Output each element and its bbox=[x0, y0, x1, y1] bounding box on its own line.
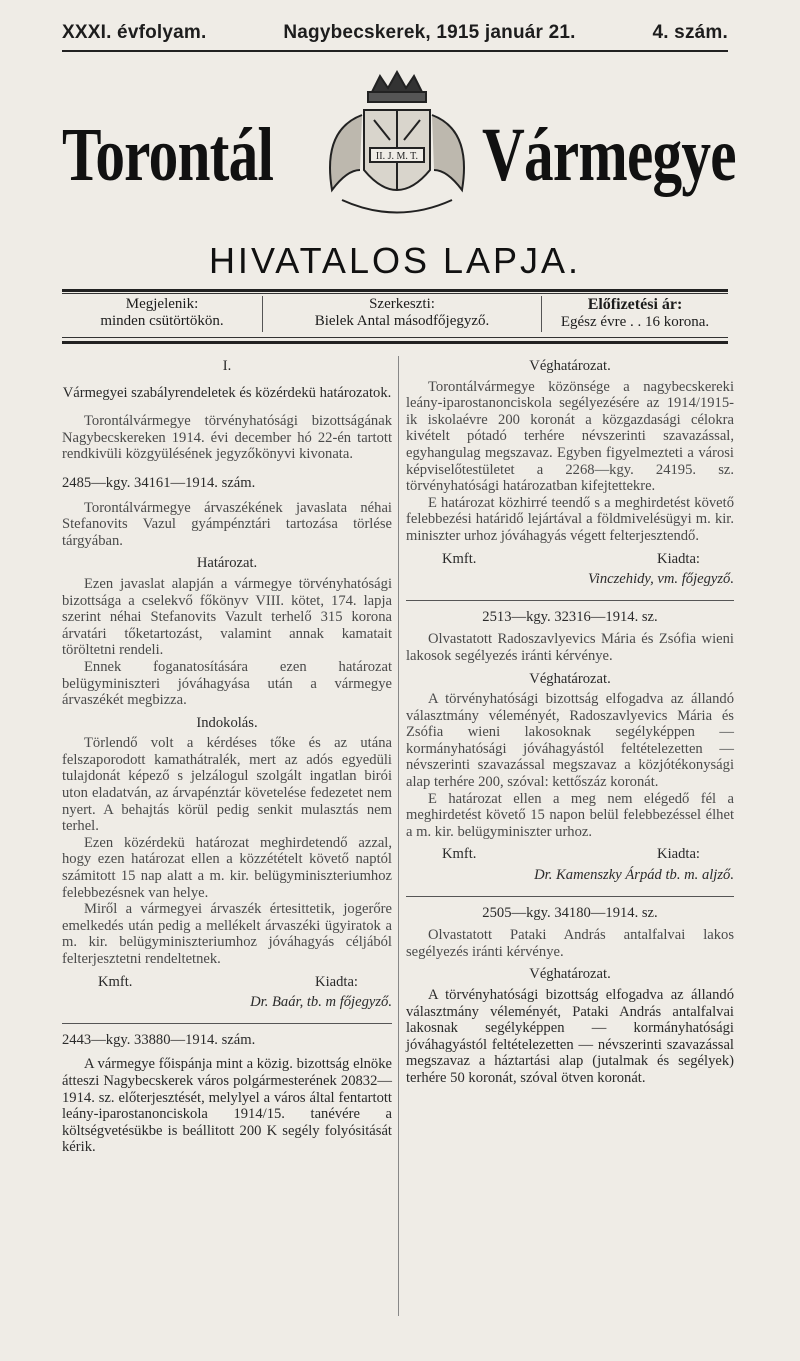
price-label: Előfizetési ár: bbox=[587, 296, 683, 313]
price-value: Egész évre . . 16 korona. bbox=[560, 314, 710, 330]
r1-kmft-row bbox=[406, 551, 734, 568]
r1-signature: Vinczehidy, vm. főjegyző. bbox=[587, 571, 734, 588]
appears-value: minden csütörtökön. bbox=[100, 313, 224, 329]
r3-heading: Véghatározat. bbox=[529, 966, 611, 983]
place-date: Nagybecskerek, 1915 január 21. bbox=[283, 22, 576, 43]
top-header-line bbox=[62, 22, 728, 44]
article-1-number: 2485—kgy. 34161—1914. szám. bbox=[62, 474, 256, 491]
editor-label: Szerkeszti: bbox=[369, 296, 435, 312]
r2-p2: E határozat ellen a meg nem elégedő fél a meghirdetést követő 15 napon belül felebbezéssel élhet a m. kir. belügyminiszter urhoz. bbox=[406, 790, 734, 840]
article-2-p1: A vármegye főispánja mint a közig. bizottság elnöke átteszi Nagybecskerek város polgármesterének 20832—1914. sz. előterjesztését, melylyel a város által fentartott leány-iparostanonciskola 1914/15. tanévére a költségvetésükbe is beállitott 200 K segély folyósitását kérik. bbox=[62, 1056, 392, 1156]
column-separator bbox=[398, 356, 399, 1316]
r1-p1: Torontálvármegye közönsége a nagybecskereki leány-iparostanonciskola segélyezésére az 1914/1915-ik iskolaévre 200 koronát a közgazdasági célokra kivételt pótadó terhére névszerinti szavazással, egyhangulag megszavaz. Egyben figyelmezteti a városi képviselőtestületet a 2268—kgy. 24195. sz. törvényhatósági határozatban kifejtettekre. bbox=[406, 378, 734, 495]
r2-kiadta: Kiadta: bbox=[657, 846, 700, 863]
article-1-kmft-row bbox=[62, 974, 392, 991]
info-box bbox=[62, 296, 728, 332]
editor-value: Bielek Antal másodfőjegyző. bbox=[314, 313, 490, 329]
r2-divider bbox=[406, 896, 734, 897]
coat-of-arms-icon bbox=[302, 70, 492, 230]
r2-heading: Véghatározat. bbox=[529, 670, 611, 687]
appears-cell bbox=[62, 296, 262, 332]
article-1-kiadta: Kiadta: bbox=[315, 973, 358, 990]
article-1-kmft: Kmft. bbox=[98, 973, 133, 990]
r3-p1: A törvényhatósági bizottság elfogadva az állandó választmány véleményét, Pataki András antalfalvai lakosnak segélyképpen — kormányhatósági jóváhagyástól feltételezetten — névszerinti szavazással megszavaz a háztartási alap (jutalmak és segélyek) terhére 50 koronát, szóval ötven koronát. bbox=[406, 987, 734, 1086]
subtitle: HIVATALOS LAPJA. bbox=[208, 240, 582, 281]
article-1-heading: Határozat. bbox=[196, 555, 258, 572]
r2-subject: Olvastatott Radoszavlyevics Mária és Zsófia wieni lakosok segélyezés iránti kérvénye. bbox=[406, 631, 734, 664]
r1-p2: E határozat közhirré teendő s a meghirdetést követő felebbezési határidő lejártával a földmivelésügyi m. kir. miniszter urhoz jóváhagyás végett felterjesztendő. bbox=[406, 494, 734, 544]
r1-kmft: Kmft. bbox=[442, 550, 477, 567]
article-1-p5: Miről a vármegyei árvaszék értesittetik, jogerőre emelkedés után pedig a mellékelt árvaszéki ügyiratok a m. kir. belügyminiszteriumhoz jóváhagyás céljából felterjesztetni rendeltetnek. bbox=[62, 901, 392, 967]
r2-p1: A törvényhatósági bizottság elfogadva az állandó választmány véleményét, Radoszavlyevics Mária és Zsófia wieni lakosoknak segélyképpen — kormányhatósági jóváhagyástól feltételezetten — névszerinti szavazással megszavaz a közjótékonysági alap terhére 200, szóval: kettőszáz koronát. bbox=[406, 691, 734, 791]
article-1-p3: Törlendő volt a kérdéses tőke és az utána felszaporodott kamathátralék, mert az adós egyedüli tulajdonát képező s jelzálogul szolgált ingatlan birói uton eladatván, az árvapénztár követelése fedezetet nem nyert. A behajtás körül pedig senkit mulasztás nem terhel. bbox=[62, 735, 392, 835]
appears-label: Megjelenik: bbox=[125, 296, 199, 312]
article-1-p4: Ezen közérdekü határozat meghirdetendő azzal, hogy ezen határozat ellen a közzétételt követő naptól számitott 15 nap alatt a m. kir. belügyminiszteriumhoz felebbezésnek van helye. bbox=[62, 834, 392, 901]
r3-number: 2505—kgy. 34180—1914. sz. bbox=[482, 904, 658, 921]
article-1-p1: Ezen javaslat alapján a vármegye törvényhatósági bizottsága a cselekvő főkönyv VIII. kötet, 174. lapja szerint néhai Stefanovits Vazult terhelő 315 korona árvatári tőketartozást, valamint annak kamatait töröltetni rendeli. bbox=[62, 575, 392, 659]
volume-label: XXXI. évfolyam. bbox=[62, 22, 207, 43]
r1-divider bbox=[406, 600, 734, 601]
intro-paragraph: Torontálvármegye törvényhatósági bizottságának Nagybecskereken 1914. évi december hó 22-én tartott rendkivüli közgyülésének jegyzőkönyvi kivonata. bbox=[62, 413, 392, 463]
info-rule-top-thin bbox=[62, 293, 728, 294]
price-cell bbox=[542, 296, 728, 332]
r2-signature: Dr. Kamenszky Árpád tb. m. aljző. bbox=[534, 867, 734, 884]
crest-label: II. J. M. T. bbox=[375, 151, 419, 162]
info-rule-bottom-thin bbox=[62, 337, 728, 338]
r2-kmft: Kmft. bbox=[442, 846, 477, 863]
r2-kmft-row bbox=[406, 846, 734, 863]
article-divider bbox=[62, 1023, 392, 1024]
issue-number: 4. szám. bbox=[652, 22, 728, 43]
article-1-reason-heading: Indokolás. bbox=[196, 714, 258, 731]
r1-kiadta: Kiadta: bbox=[657, 550, 700, 567]
section-number: I. bbox=[222, 358, 232, 374]
header-rule bbox=[62, 50, 728, 52]
article-2-number: 2443—kgy. 33880—1914. szám. bbox=[62, 1031, 256, 1048]
article-1-signature: Dr. Baár, tb. m főjegyző. bbox=[250, 994, 392, 1011]
section-title: Vármegyei szabályrendeletek és közérdekü határozatok. bbox=[62, 384, 392, 401]
article-1-subject: Torontálvármegye árvaszékének javaslata néhai Stefanovits Vazul gyámpénztári tartozása törlése tárgyában. bbox=[62, 499, 392, 549]
r2-number: 2513—kgy. 32316—1914. sz. bbox=[482, 608, 658, 625]
info-rule-top bbox=[62, 289, 728, 292]
title-right: Vármegye bbox=[482, 113, 736, 197]
r3-subject: Olvastatott Pataki András antalfalvai lakos segélyezés iránti kérvénye. bbox=[406, 927, 734, 960]
masthead bbox=[62, 70, 736, 245]
r1-heading: Véghatározat. bbox=[529, 358, 611, 374]
left-column bbox=[62, 358, 392, 1156]
article-1-p2: Ennek foganatosítására ezen határozat belügyminiszteri jóváhagyása után a vármegye árvaszékét megbizza. bbox=[62, 658, 392, 709]
info-rule-bottom bbox=[62, 341, 728, 344]
title-left: Torontál bbox=[62, 113, 274, 197]
right-column bbox=[406, 358, 734, 1087]
editor-cell bbox=[262, 296, 542, 332]
